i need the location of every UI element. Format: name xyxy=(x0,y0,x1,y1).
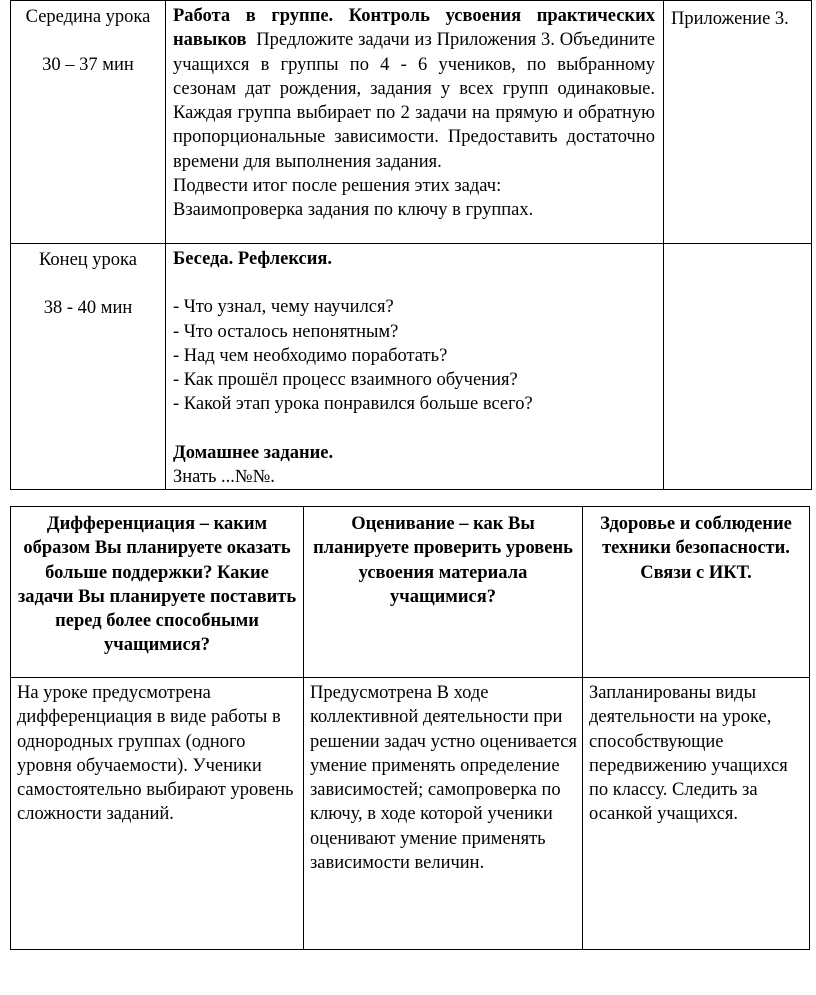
planning-body-row xyxy=(11,678,810,950)
reflection-question: - Как прошёл процесс взаимного обучения? xyxy=(173,370,518,391)
reflection-question: - Над чем необходимо поработать? xyxy=(173,345,448,366)
activity-description xyxy=(173,4,655,174)
differentiation-cell: На уроке предусмотрена дифференциация в виде работы в однородных группах (одного уровня обучаемости). Ученики самостоятельно выбирают уровень сложности заданий. xyxy=(11,678,304,950)
resource-text: Приложение 3. xyxy=(671,9,789,29)
stage-label: Конец урока xyxy=(39,250,137,270)
lesson-plan-table xyxy=(10,0,812,490)
activity-text: Предложите задачи из Приложения 3. Объедините учащихся в группы по 4 - 6 учеников, по выбранному сезонам дат рождения, задания у всех групп одинаковые. Каждая группа выбирает по 2 задачи на прямую и обратную пропорциональные зависимости. Предоставить достаточно времени для выполнения задания. xyxy=(173,30,656,172)
stage-label: Середина урока xyxy=(25,7,151,27)
reflection-question: - Какой этап урока понравился больше всего? xyxy=(173,394,533,415)
reflection-question: - Что осталось непонятным? xyxy=(173,321,399,342)
stage-time: 30 – 37 мин xyxy=(42,55,134,76)
activity-title: Беседа. Рефлексия. xyxy=(173,249,333,269)
resource-cell xyxy=(664,244,812,490)
differentiation-header: Дифференциация – каким образом Вы планируете оказать больше поддержки? Какие задачи Вы планируете поставить перед более способными учащимися? xyxy=(11,507,304,678)
lesson-row-middle xyxy=(11,1,812,244)
health-safety-header: Здоровье и соблюдение техники безопасности. Связи с ИКТ. xyxy=(583,507,810,678)
activity-cell xyxy=(166,1,664,244)
assessment-header: Оценивание – как Вы планируете проверить уровень усвоения материала учащимися? xyxy=(304,507,583,678)
reflection-question: - Что узнал, чему научился? xyxy=(173,297,394,318)
time-cell xyxy=(11,1,166,244)
resource-cell xyxy=(664,1,812,244)
homework-title: Домашнее задание. xyxy=(173,442,334,463)
time-cell xyxy=(11,244,166,490)
activity-title: Работа в группе. Контроль усвоения практических навыков xyxy=(173,6,655,51)
health-safety-cell: Запланированы виды деятельности на уроке, способствующие передвижению учащихся по классу. Следить за осанкой учащихся. xyxy=(583,678,810,950)
lesson-row-end xyxy=(11,244,812,490)
check-line: Взаимопроверка задания по ключу в группах. xyxy=(173,200,534,221)
homework-text: Знать ...№№. xyxy=(173,467,275,488)
activity-cell xyxy=(166,244,664,490)
summary-line: Подвести итог после решения этих задач: xyxy=(173,176,502,197)
assessment-cell: Предусмотрена В ходе коллективной деятельности при решении задач устно оценивается умение применять определение зависимостей; самопроверка по ключу, в ходе которой ученики оценивают умение применять зависимости величин. xyxy=(304,678,583,950)
planning-table xyxy=(10,506,810,950)
planning-header-row xyxy=(11,507,810,678)
stage-time: 38 - 40 мин xyxy=(43,298,133,319)
